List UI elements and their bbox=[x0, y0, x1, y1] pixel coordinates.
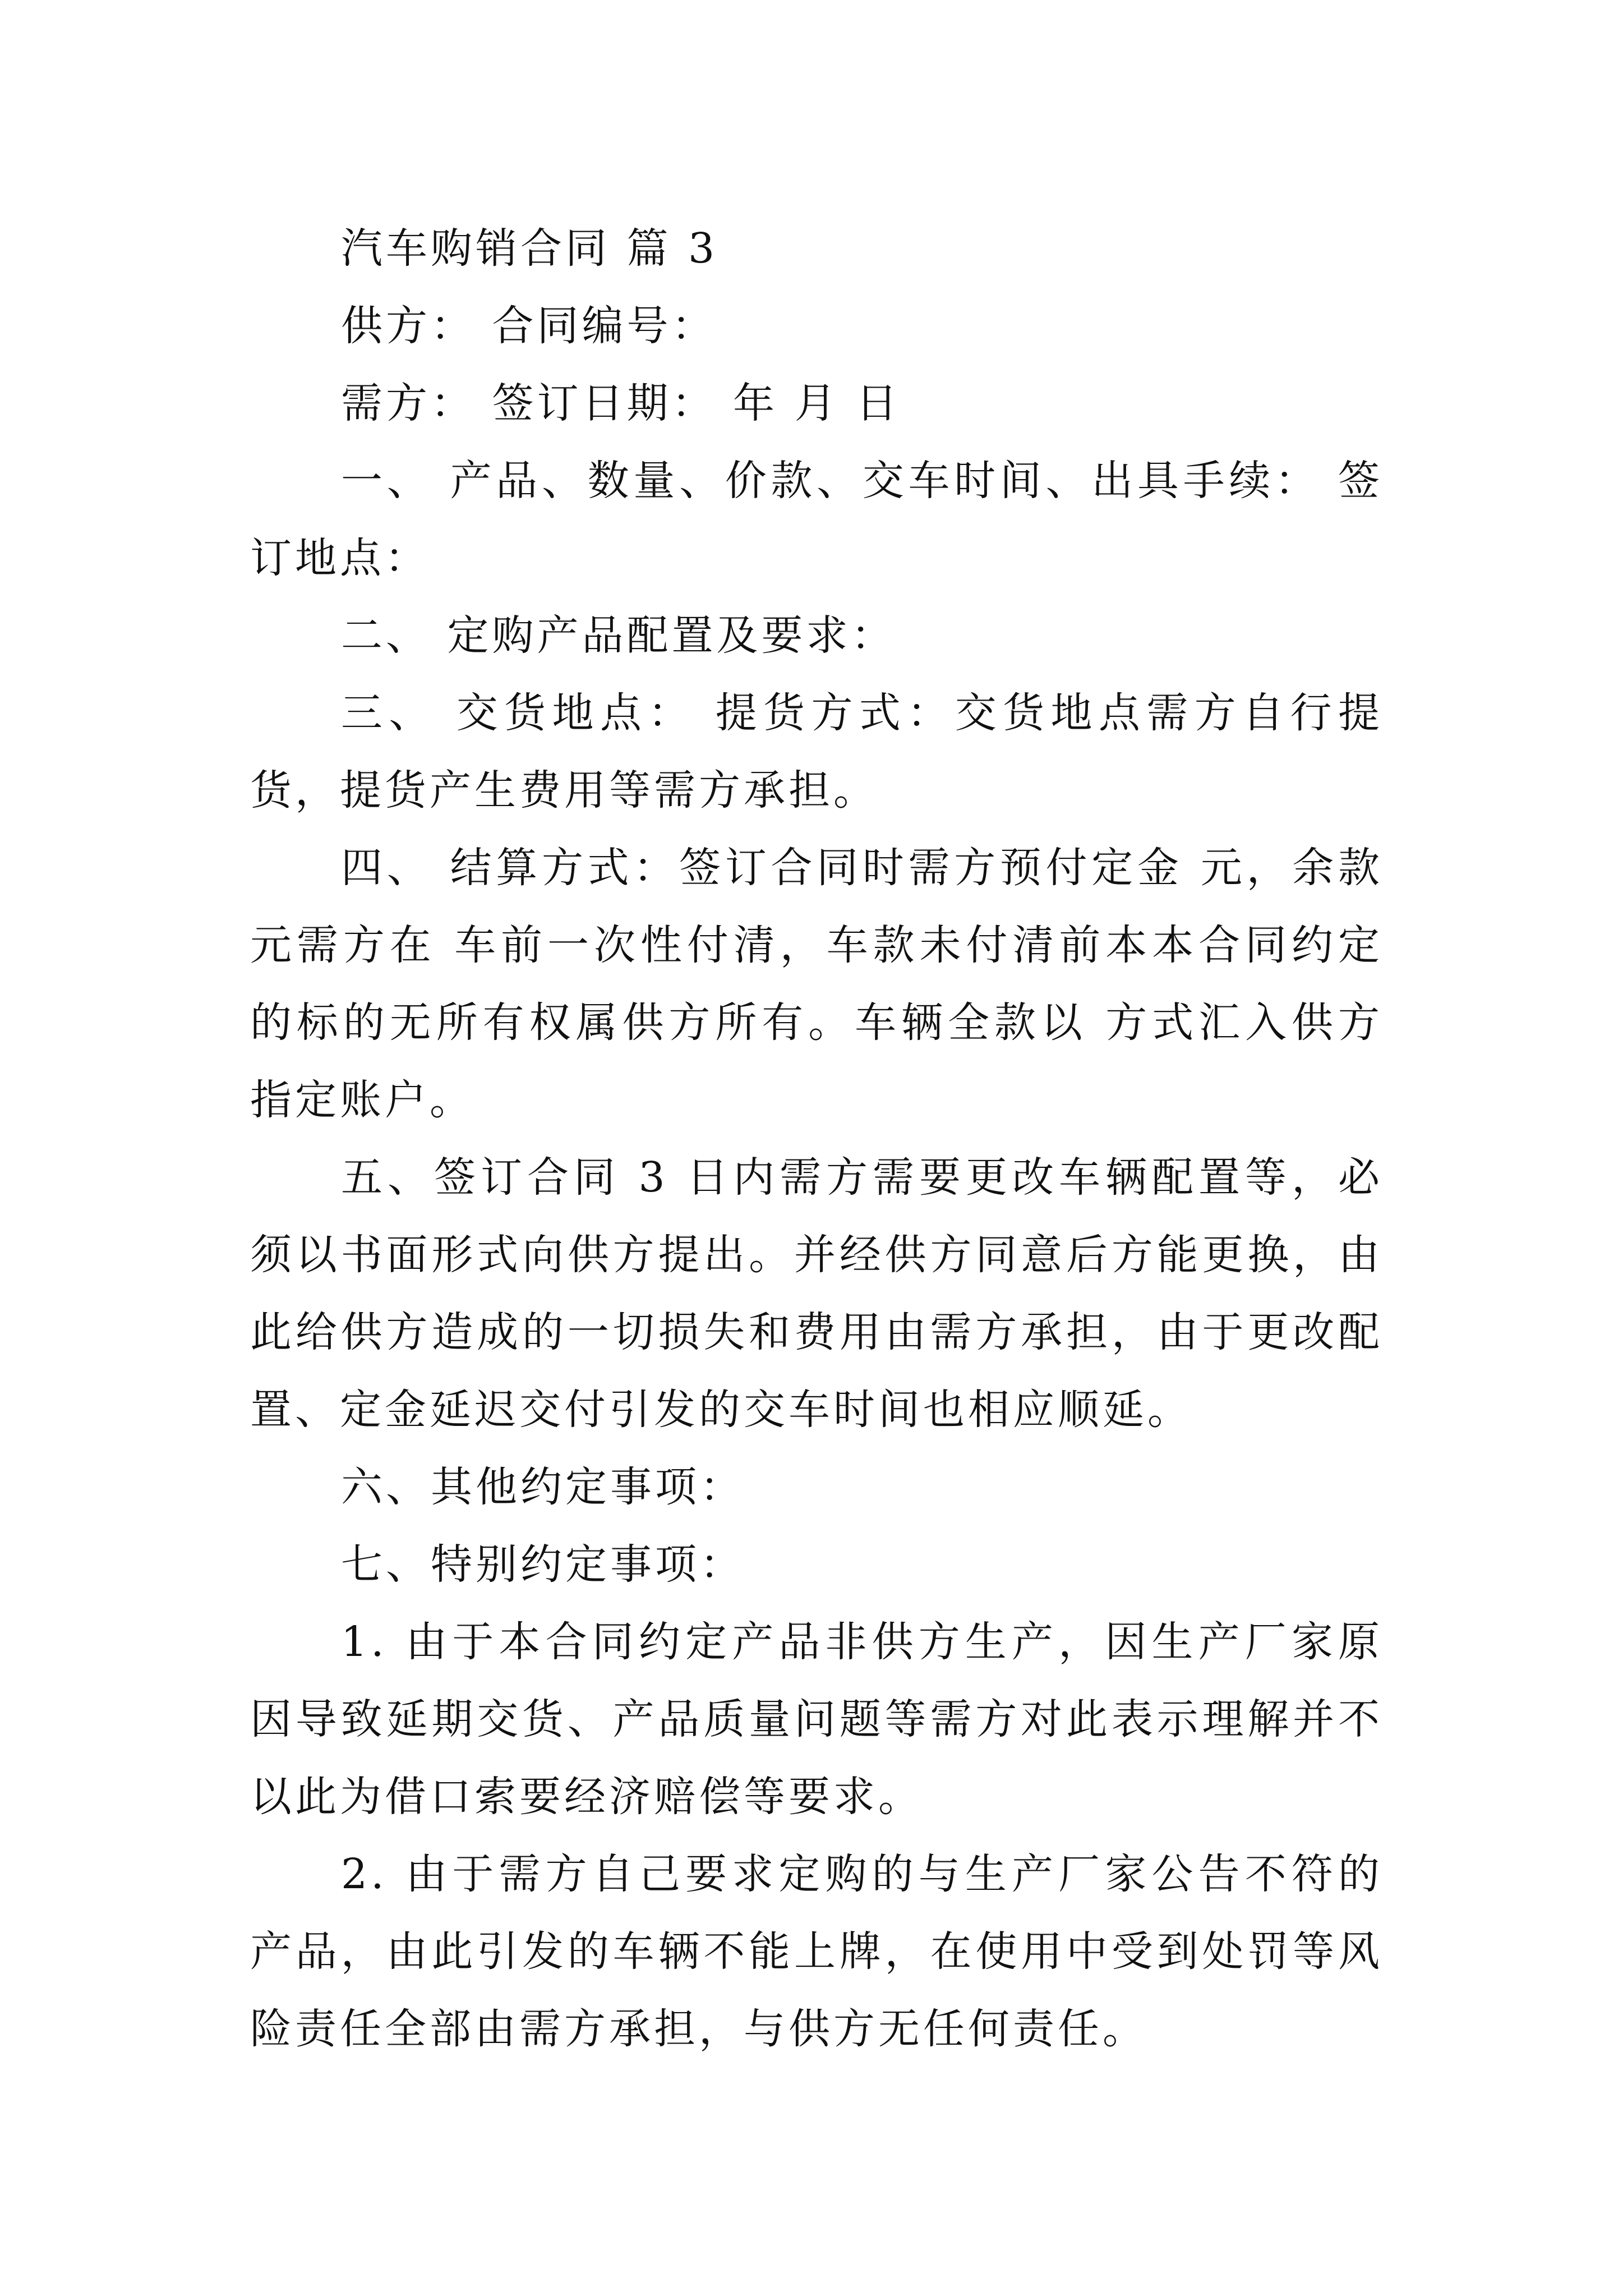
document-body bbox=[250, 210, 1383, 2068]
clause-4: 四、 结算方式：签订合同时需方预付定金 元，余款元需方在 车前一次性付清，车款未付清前本本合同约定的标的无所有权属供方所有。车辆全款以 方式汇入供方指定账户。 bbox=[250, 844, 1383, 1124]
clause-3: 三、 交货地点： 提货方式：交货地点需方自行提货，提货产生费用等需方承担。 bbox=[250, 689, 1383, 815]
special-term-2: 2. 由于需方自己要求定购的与生产厂家公告不符的产品，由此引发的车辆不能上牌，在使用中受到处罚等风险责任全部由需方承担，与供方无任何责任。 bbox=[250, 1850, 1383, 2053]
clause-7: 七、特别约定事项： bbox=[341, 1540, 745, 1589]
document-title: 汽车购销合同 篇 3 bbox=[341, 224, 718, 273]
clause-1: 一、 产品、数量、价款、交车时间、出具手续： 签订地点： bbox=[250, 457, 1383, 582]
clause-6: 六、其他约定事项： bbox=[341, 1463, 745, 1511]
buyer-line: 需方： 签订日期： 年 月 日 bbox=[341, 379, 901, 427]
clause-2: 二、 定购产品配置及要求： bbox=[341, 611, 896, 660]
clause-5: 五、签订合同 3 日内需方需要更改车辆配置等，必须以书面形式向供方提出。并经供方同意后方能更换，由此给供方造成的一切损失和费用由需方承担，由于更改配置、定金延迟交付引发的交车时间也相应顺延。 bbox=[250, 1153, 1383, 1434]
special-term-1: 1. 由于本合同约定产品非供方生产，因生产厂家原因导致延期交货、产品质量问题等需方对此表示理解并不以此为借口索要经济赔偿等要求。 bbox=[250, 1618, 1383, 1821]
supplier-line: 供方： 合同编号： bbox=[341, 302, 717, 350]
